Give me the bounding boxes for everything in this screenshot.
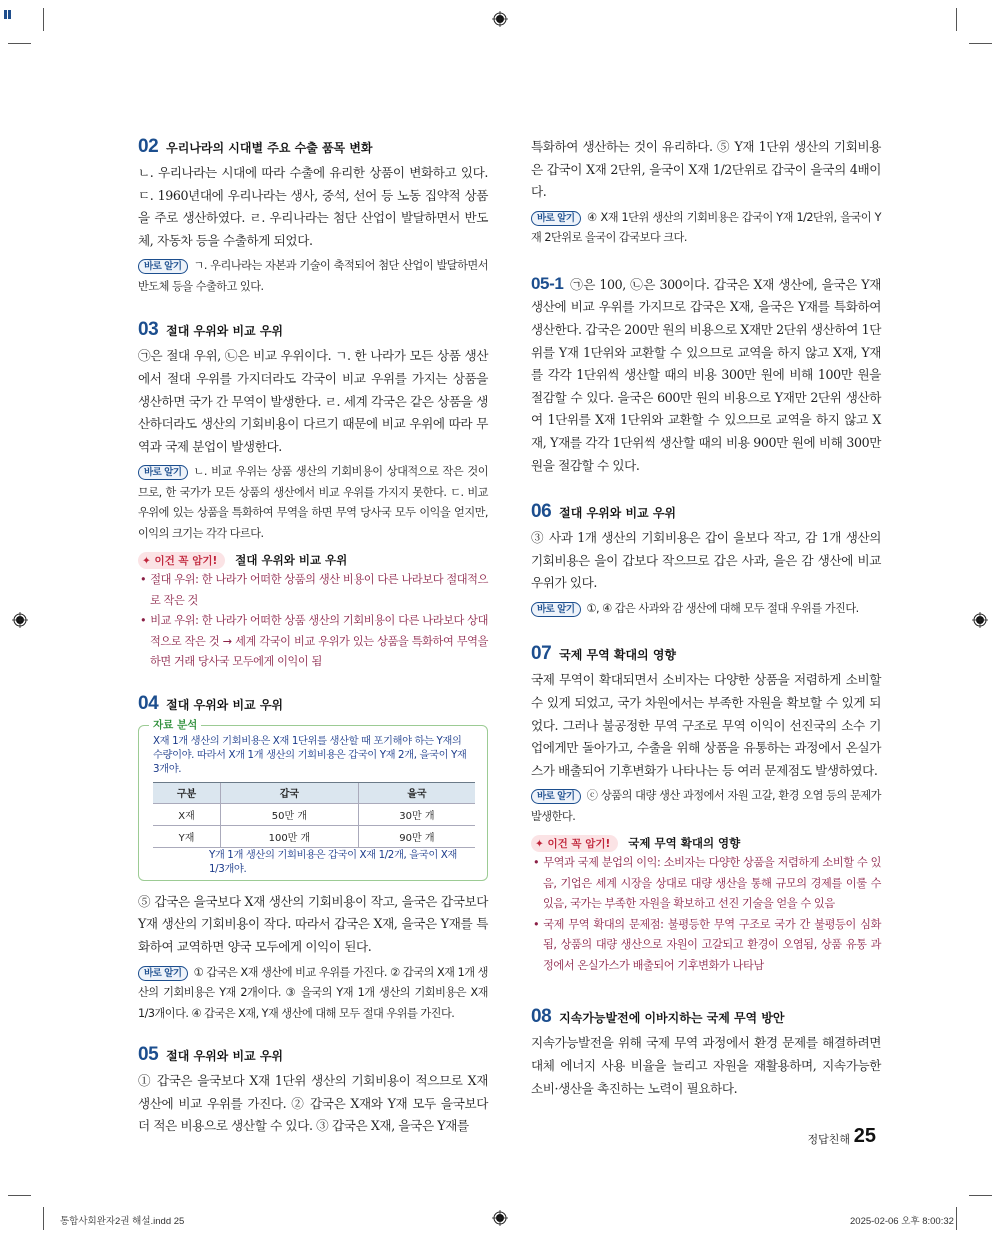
explanation-text: ㉠은 100, ㉡은 300이다. 갑국은 X재 생산에, 을국은 Y재 생산에 비교 우위를 가지므로 갑국은 X재, 을국은 Y재를 특화하여 생산한다. 갑국은 200만 원의 비용으로 X재만 2단위 생산하여 1단위를 Y재 1단위와 교환할 수 있으므로 교역을 하지 않고 X재, Y재를 각각 1단위씩 생산할 때의 비용 300만 원에 비해 100만 원을 절감할 수 있다. 을국은 600만 원의 비용으로 Y재만 2단위 생산하여 1단위를 X재 1단위와 교환할 수 있으므로 교역을 하지 않고 X재, Y재를 각각 1단위씩 생산할 때의 비용 900만 원에 비해 300만 원을 절감할 수 있다. [531,276,881,473]
section-number: 06 [531,501,552,523]
page-number: 25 [853,1125,876,1147]
section-title: 절대 우위와 비교 우위 [559,506,677,521]
analysis-label: 자료 분석 [149,717,201,732]
check-badge: 바로 알기 [138,966,188,981]
answer-explanation: 국제 무역이 확대되면서 소비자는 다양한 상품을 저렴하게 소비할 수 있게 되었고, 국가 차원에서는 부족한 자원을 확보할 수 있게 되었다. 그러나 불공정한 무역 구조로 무역 이익이 선진국의 소수 기업에게만 돌아가고, 수출을 위해 상품을 유통하는 과정에서 온실가스가 배출되어 기후변화가 나타나는 등 여러 문제점도 발생하였다. [531,672,881,778]
data-analysis-box [138,718,488,881]
table-cell: X재 [153,803,220,825]
answer-explanation: ㄴ. 우리나라는 시대에 따라 수출에 유리한 상품이 변화하고 있다. ㄷ. 1960년대에 우리나라는 생사, 중석, 선어 등 노동 집약적 상품을 주로 생산하였다. ㄹ. 우리나라는 첨단 산업이 발달하면서 반도체, 자동차 등을 수출하게 되었다. [138,165,488,248]
analysis-note-x: X재 1개 생산의 기회비용은 X재 1단위를 생산할 때 포기해야 하는 Y재의 수량이야. 따라서 X개 1개 생산의 기회비용은 갑국이 Y재 2개, 을국이 Y재 3개야. [153,734,467,775]
table-cell: 90만 개 [358,825,475,847]
answer-explanation: ⑤ 갑국은 을국보다 X재 생산의 기회비용이 작고, 을국은 갑국보다 Y재 생산의 기회비용이 작다. 따라서 갑국은 X재, 을국은 Y재를 특화하여 교역하면 양국 모두에게 이익이 된다. [138,893,488,955]
check-note [138,462,488,544]
answer-explanation: ㉠은 절대 우위, ㉡은 비교 우위이다. ㄱ. 한 나라가 모든 상품 생산에서 절대 우위를 가지더라도 각국이 비교 우위를 가지는 상품을 생산하면 국가 간 무역이 발생한다. ㄹ. 세계 각국은 같은 상품을 생산하더라도 생산의 기회비용이 다르기 때문에 비교 우위에 따라 무역과 국제 분업이 발생한다. [138,348,488,454]
section-number: 04 [138,692,159,714]
memo-list [138,570,488,673]
memo-header [531,833,881,853]
answer-explanation: 특화하여 생산하는 것이 유리하다. ⑤ Y재 1단위 생산의 기회비용은 갑국이 X재 2단위, 을국이 X재 1/2단위로 갑국이 을국의 4배이다. [531,139,881,200]
section-02 [138,136,488,297]
check-text: ①, ④ 갑은 사과와 감 생산에 대해 모두 절대 우위를 가진다. [586,601,859,615]
crop-mark-bottom-right-v [956,1207,957,1230]
section-03 [138,319,488,672]
check-note [138,256,488,297]
color-bar-mark [4,4,12,13]
table-cell: 50만 개 [220,803,358,825]
table-header: 갑국 [220,782,358,803]
check-note [531,208,881,249]
section-06 [531,501,881,619]
registration-mark-left-icon [12,612,28,628]
analysis-note-y: Y개 1개 생산의 기회비용은 갑국이 X재 1/2개, 을국이 X재 1/3개야. [209,848,457,875]
check-text: ① 갑국은 X재 생산에 비교 우위를 가진다. ② 갑국의 X재 1개 생산의 기회비용은 Y재 2개이다. ③ 을국의 Y재 1개 생산의 기회비용은 X재 1/3개이다. ④ 갑국은 X재, Y재 생산에 대해 모두 절대 우위를 가진다. [138,965,488,1020]
memo-item: • 무역과 국제 분업의 이익: 소비자는 다양한 상품을 저렴하게 소비할 수 있음, 기업은 세계 시장을 상대로 대량 생산을 통해 규모의 경제를 이룰 수 있음, 국가는 부족한 자원을 확보하고 선진 기술을 얻을 수 있음 [531,853,881,915]
crop-mark-top-left-h [8,43,31,44]
check-note [531,599,881,620]
slug-filename: 통합사회완자2권 해설.indd 25 [60,1216,185,1227]
registration-mark-bottom-icon [492,1210,508,1226]
memo-item: • 비교 우위: 한 나라가 어떠한 상품 생산의 기회비용이 다른 나라보다 상대적으로 작은 것 → 세계 각국이 비교 우위가 있는 상품을 특화하여 무역을 하면 거래 당사국 모두에게 이익이 됨 [138,611,488,673]
memo-item: • 국제 무역 확대의 문제점: 불평등한 무역 구조로 국가 간 불평등이 심화됨, 상품의 대량 생산으로 자원이 고갈되고 환경이 오염됨, 상품 유통 과정에서 온실가스가 배출되어 기후변화가 나타남 [531,915,881,977]
table-row [153,825,475,847]
check-text: ④ X재 1단위 생산의 기회비용은 갑국이 Y재 1/2단위, 을국이 Y재 2단위로 을국이 갑국보다 크다. [531,210,881,245]
section-05-1 [531,273,881,477]
table-header: 을국 [358,782,475,803]
slug-datetime: 2025-02-06 오후 8:00:32 [850,1216,954,1227]
check-badge: 바로 알기 [531,789,581,804]
crop-mark-top-right-h [969,43,992,44]
section-number: 05 [138,1044,159,1066]
section-07 [531,643,881,976]
section-title: 지속가능발전에 이바지하는 국제 무역 방안 [559,1011,785,1026]
production-table [153,782,475,848]
section-number: 02 [138,136,159,157]
left-column [138,136,488,1138]
check-badge: 바로 알기 [531,211,581,226]
section-05 [138,1044,488,1138]
check-badge: 바로 알기 [531,602,581,617]
section-number: 03 [138,319,159,341]
section-08 [531,1006,881,1100]
section-title: 절대 우위와 비교 우위 [166,697,284,712]
memo-header [138,550,488,570]
crop-mark-bottom-left-v [43,1207,44,1230]
memorize-badge: ✦ 이건 꼭 암기! [138,552,225,569]
section-title: 절대 우위와 비교 우위 [166,1049,284,1064]
crop-mark-top-right-v [956,8,957,31]
table-cell: Y재 [153,825,220,847]
table-cell: 30만 개 [358,803,475,825]
answer-explanation: ③ 사과 1개 생산의 기회비용은 갑이 을보다 작고, 감 1개 생산의 기회비용은 을이 갑보다 작으므로 갑은 사과, 을은 감 생산에 비교 우위가 있다. [531,530,881,591]
memo-title: 국제 무역 확대의 영향 [628,836,741,851]
check-text: ㄱ. 우리나라는 자본과 기술이 축적되어 첨단 산업이 발달하면서 반도체 등을 수출하고 있다. [138,259,488,293]
crop-mark-bottom-right-h [969,1195,992,1196]
section-title: 우리나라의 시대별 주요 수출 품목 변화 [166,141,373,155]
answer-explanation: ① 갑국은 을국보다 X재 1단위 생산의 기회비용이 적으므로 X재 생산에 비교 우위를 가진다. ② 갑국은 X재와 Y재 모두 을국보다 더 적은 비용으로 생산할 수 있다. ③ 갑국은 X재, 을국은 Y재를 [138,1073,488,1134]
section-number: 08 [531,1006,552,1028]
registration-mark-right-icon [972,612,988,628]
answer-explanation: 지속가능발전을 위해 국제 무역 과정에서 환경 문제를 해결하려면 대체 에너지 사용 비율을 늘리고 자원을 재활용하며, 지속가능한 소비·생산을 촉진하는 노력이 필요하다. [531,1035,881,1096]
memorize-badge: ✦ 이건 꼭 암기! [531,835,618,852]
section-title: 국제 무역 확대의 영향 [559,648,677,663]
memo-list [531,853,881,976]
memo-title: 절대 우위와 비교 우위 [235,553,348,568]
check-text: ⓒ 상품의 대량 생산 과정에서 자원 고갈, 환경 오염 등의 문제가 발생한다. [531,789,881,823]
check-badge: 바로 알기 [138,259,188,274]
crop-mark-top-left-v [43,8,44,31]
footer-label: 정답친해 [807,1133,850,1146]
section-number: 07 [531,643,552,665]
registration-mark-top-icon [492,11,508,27]
crop-mark-bottom-left-h [8,1195,31,1196]
section-number: 05-1 [531,273,564,293]
table-header: 구분 [153,782,220,803]
section-05-continued [531,136,881,249]
table-row [153,803,475,825]
section-04 [138,693,488,1024]
right-column [531,136,881,1100]
memo-item: • 절대 우위: 한 나라가 어떠한 상품의 생산 비용이 다른 나라보다 절대적으로 작은 것 [138,570,488,611]
check-badge: 바로 알기 [138,465,188,480]
check-note [531,786,881,827]
section-title: 절대 우위와 비교 우위 [166,324,284,339]
answer-explanation [531,273,881,477]
table-cell: 100만 개 [220,825,358,847]
check-note [138,963,488,1025]
check-text: ㄴ. 비교 우위는 상품 생산의 기회비용이 상대적으로 작은 것이므로, 한 국가가 모든 상품의 생산에서 비교 우위를 가지지 못한다. ㄷ. 비교 우위에 있는 상품을 특화하여 무역을 하면 무역 당사국 모두 이익을 얻지만, 이익의 크기는 각각 다르다. [138,465,488,540]
